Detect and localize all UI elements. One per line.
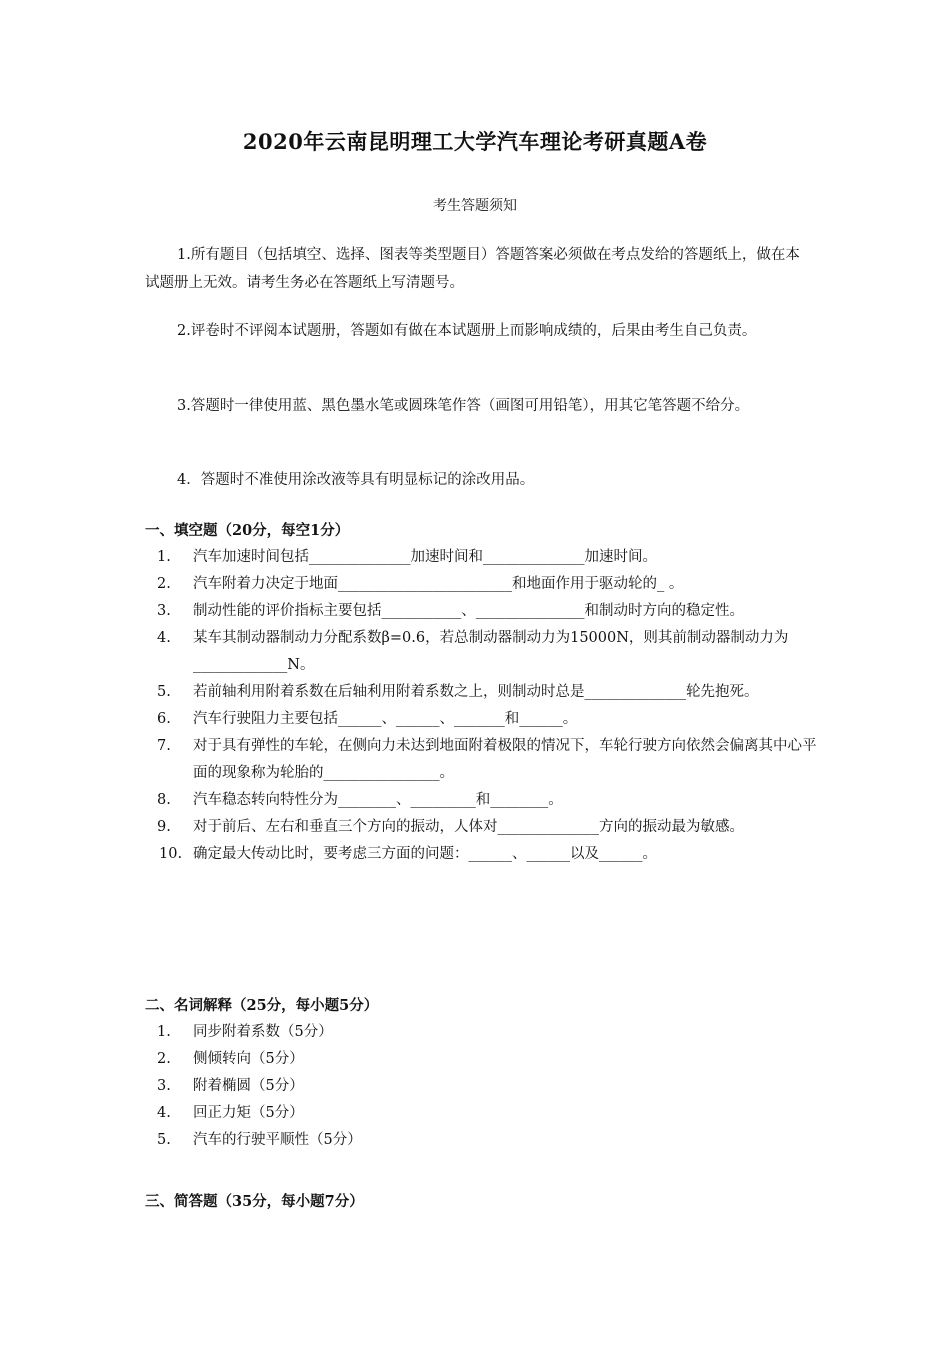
instructions-heading: 考生答题须知 xyxy=(433,198,517,214)
list-item xyxy=(145,544,817,571)
list-item xyxy=(145,787,817,814)
question-number: 4. xyxy=(157,1105,171,1121)
section-heading-fill-blank: 一、填空题（20分，每空1分） xyxy=(145,522,350,539)
term-definition-question-list xyxy=(145,1019,817,1154)
instruction-note-1: 1.所有题目（包括填空、选择、图表等类型题目）答题答案必须做在考点发给的答题纸上，做在本试题册上无效。请考生务必在答题纸上写清题号。 xyxy=(145,247,800,291)
list-item xyxy=(145,598,817,625)
question-text: 若前轴利用附着系数在后轴利用附着系数之上，则制动时总是______________轮先抱死。 xyxy=(193,684,759,700)
question-number: 3. xyxy=(157,1078,171,1094)
list-item xyxy=(145,733,817,787)
list-item xyxy=(145,1019,817,1046)
question-text: 某车其制动器制动力分配系数β=0.6，若总制动器制动力为15000N，则其前制动器制动力为_____________N。 xyxy=(193,630,789,673)
list-item xyxy=(145,814,817,841)
question-number: 5. xyxy=(157,1132,171,1148)
instruction-note-4: 4．答题时不准使用涂改液等具有明显标记的涂改用品。 xyxy=(177,472,535,488)
list-item xyxy=(145,841,817,868)
question-text: 回正力矩（5分） xyxy=(193,1105,304,1121)
question-number: 1. xyxy=(157,549,171,565)
question-text: 对于具有弹性的车轮，在侧向力未达到地面附着极限的情况下，车轮行驶方向依然会偏离其中心平面的现象称为轮胎的________________。 xyxy=(193,738,817,781)
list-item xyxy=(145,679,817,706)
list-item xyxy=(145,625,817,679)
list-item xyxy=(145,1046,817,1073)
question-number: 4. xyxy=(157,630,171,646)
question-number: 7. xyxy=(157,738,171,754)
section-heading-term-definitions: 二、名词解释（25分，每小题5分） xyxy=(145,997,379,1014)
question-text: 汽车的行驶平顺性（5分） xyxy=(193,1132,362,1148)
question-number: 10. xyxy=(159,846,183,862)
question-text: 汽车行驶阻力主要包括______、______、_______和______。 xyxy=(193,711,578,727)
question-text: 对于前后、左右和垂直三个方向的振动，人体对______________方向的振动最为敏感。 xyxy=(193,819,744,835)
question-text: 汽车附着力决定于地面________________________和地面作用于驱动轮的_ 。 xyxy=(193,576,684,592)
question-text: 制动性能的评价指标主要包括___________、_______________和制动时方向的稳定性。 xyxy=(193,603,744,619)
list-item xyxy=(145,1100,817,1127)
question-number: 2. xyxy=(157,1051,171,1067)
question-text: 确定最大传动比时，要考虑三方面的问题：______、______以及______。 xyxy=(193,846,657,862)
question-number: 9. xyxy=(157,819,171,835)
list-item xyxy=(145,706,817,733)
question-text: 侧倾转向（5分） xyxy=(193,1051,304,1067)
page-title: 2020年云南昆明理工大学汽车理论考研真题A卷 xyxy=(242,129,708,154)
question-number: 5. xyxy=(157,684,171,700)
question-number: 3. xyxy=(157,603,171,619)
question-text: 附着椭圆（5分） xyxy=(193,1078,304,1094)
question-text: 汽车加速时间包括______________加速时间和______________加速时间。 xyxy=(193,549,657,565)
list-item xyxy=(145,1127,817,1154)
question-number: 6. xyxy=(157,711,171,727)
instruction-note-2: 2.评卷时不评阅本试题册，答题如有做在本试题册上而影响成绩的，后果由考生自己负责。 xyxy=(177,323,757,339)
question-text: 同步附着系数（5分） xyxy=(193,1024,333,1040)
question-number: 1. xyxy=(157,1024,171,1040)
question-text: 汽车稳态转向特性分为________、_________和________。 xyxy=(193,792,563,808)
question-number: 2. xyxy=(157,576,171,592)
fill-blank-question-list xyxy=(145,544,817,868)
question-number: 8. xyxy=(157,792,171,808)
list-item xyxy=(145,1073,817,1100)
instruction-note-3: 3.答题时一律使用蓝、黑色墨水笔或圆珠笔作答（画图可用铅笔），用其它笔答题不给分。 xyxy=(177,398,750,414)
list-item xyxy=(145,571,817,598)
section-heading-short-answer: 三、简答题（35分，每小题7分） xyxy=(145,1193,364,1210)
